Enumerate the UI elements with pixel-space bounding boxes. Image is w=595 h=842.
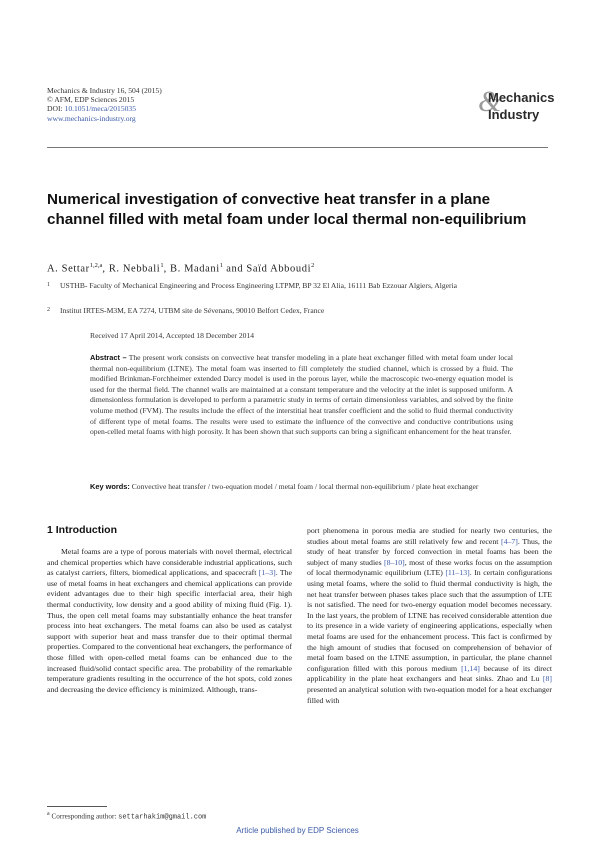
author-2-affiliation-mark: 1 [160,262,164,269]
journal-url-link[interactable]: www.mechanics-industry.org [47,113,136,123]
body-text: presented an analytical solution with two-equation model for a heat exchanger filled with [307,684,552,705]
logo-line-mechanics: Mechanics [488,90,555,105]
citation-link[interactable]: [1–3] [258,568,276,578]
logo-line-industry: Industry [488,107,540,122]
affiliation-number: 2 [47,307,50,313]
affiliation-text: USTHB- Faculty of Mechanical Engineering and Process Engineering LTPMP, BP 32 El Alia, 16111 Bab Ezzouar Algiers, Algeria [60,281,458,290]
citation-link[interactable]: [4–7] [501,536,518,546]
citation-link[interactable]: [1,14] [461,663,480,673]
body-text: Metal foams are a type of porous materials with novel thermal, electrical and chemical properties which have considerable industrial applications, such as catalyst carriers, filters, biomedical applications, and spacecraft [47,547,292,578]
journal-logo [478,85,558,129]
journal-citation: Mechanics & Industry 16, 504 (2015) [47,86,162,95]
footnote-corresponding-author [47,811,206,821]
received-dates: Received 17 April 2014, Accepted 18 December 2014 [90,331,255,340]
logo-ampersand: & [478,85,502,118]
body-text: because of its direct applicability in the plate heat exchangers and heat sinks. Zhao and Lu [307,663,552,684]
citation-link[interactable]: [8] [542,674,552,684]
keywords [90,482,513,493]
footnote-divider [47,806,107,807]
author-1-affiliation-mark: 1,2,a [89,262,103,269]
header-divider [47,147,548,148]
keywords-text: Convective heat transfer / two-equation model / metal foam / local thermal non-equilibrium / plate heat exchanger [129,482,479,491]
article-title: Numerical investigation of convective heat transfer in a plane channel filled with metal foam under local thermal non-equilibrium [47,191,527,228]
author-1: A. Settar [47,263,90,275]
affiliation-text: Institut IRTES-M3M, EA 7274, UTBM site de Sévenans, 90010 Belfort Cedex, France [60,306,325,315]
body-column-right [307,526,552,706]
citation-link[interactable]: [11–13] [445,568,470,578]
abstract-label: Abstract – [90,353,127,362]
affiliation-1 [47,281,557,290]
body-text: . In certain configurations using metal foams, where the solid to fluid thermal conductivity is high, the net heat transfer between phases takes place such that the assumption of LTE is not satisfied. The need for two-energy equation model becomes necessary. In the last years, the problem of LTNE has received considerable attention due to its presence in a wide variety of engineering applications, especially when metal foams are used for the enhancement process. This fact is confirmed by the high amount of studies that focused on comprehension of behavior of metal foam based on the LTNE assumption, in particular, the plane channel configuration filled with this porous medium [307,568,552,673]
author-2: , R. Nebbali [102,263,161,275]
section-heading-introduction: 1 Introduction [47,524,117,536]
footnote-label: Corresponding author: [49,812,119,821]
body-column-left [47,547,292,695]
author-4: and Saïd Abboudi [223,263,312,275]
affiliation-2 [47,306,557,315]
publisher-footer-link[interactable]: Article published by EDP Sciences [236,826,359,835]
journal-doi: DOI: 10.1051/meca/2015035 [47,104,137,114]
journal-copyright: © AFM, EDP Sciences 2015 [47,95,135,105]
body-text: port phenomena in porous media are studied for nearly two centuries, the studies about metal foams are still relatively few and recent [307,526,552,546]
body-text: . Thus, the study of heat transfer by forced convection in metal foams has been the subject of many studies [307,536,552,567]
footnote-mark: a [47,811,50,817]
author-4-affiliation-mark: 2 [311,262,315,269]
body-text: . The use of metal foams in heat exchangers and chemical applications can provide evident advantages due to their high specific interfacial area, their high thermal conductivity, low density and a good ability of mixing fluid (Fig. 1). Thus, the open cell metal foams may substantially enhance the heat transfer process into heat exchangers. The metal foams can also be used as catalyst support with superior heat and mass transfer due to their optimal thermal properties. Compared to the conventional heat exchangers, the performance of those filled with open-celled metal foams can be enhanced due to the increased fluid/solid contact specific area. The probability of the remarkable temperature gradients resulting in the occurrence of the hot spots, cold zones and decreasing the device efficiency is minimized. Although, trans- [47,568,292,694]
affiliation-number: 1 [47,282,50,288]
citation-link[interactable]: [8–10] [383,557,405,567]
author-list [47,262,314,275]
abstract-text: The present work consists on convective heat transfer modeling in a plate heat exchanger filled with metal foam under local thermal non-equilibrium (LTNE). The metal foam was inserted to fill completely the studied channel, which is crossed by a fluid. The modified Brinkman-Forchheimer extended Darcy model is used in the porous layer, while the macroscopic two-energy equation model is used for the thermal field. The channel walls are maintained at a constant temperature and the velocity at the inlet is supposed uniform. A dimensionless formulation is developed to perform a parametric study in terms of certain dimensionless variables, and solved by the finite volume method (FVM). The results include the effect of the interstitial heat transfer coefficient and the solid to fluid thermal conductivity of different type of metal foams. The results were used to estimate the influence of the convective and conductive contributions using open-celled metal foams with high porosity. It has been shown that such supports can bring a significant enhancement for the heat transfer. [90,353,513,437]
body-text: , most of these works focus on the assumption of local thermodynamic equilibrium (LTE) [307,557,552,578]
doi-link[interactable]: 10.1051/meca/2015035 [64,104,137,114]
abstract [90,353,513,438]
keywords-label: Key words: [90,482,130,491]
author-email-link[interactable]: settarhakim@gmail.com [118,813,207,822]
author-3-affiliation-mark: 1 [219,262,224,269]
journal-info [47,86,162,123]
author-3: , B. Madani [163,263,220,275]
